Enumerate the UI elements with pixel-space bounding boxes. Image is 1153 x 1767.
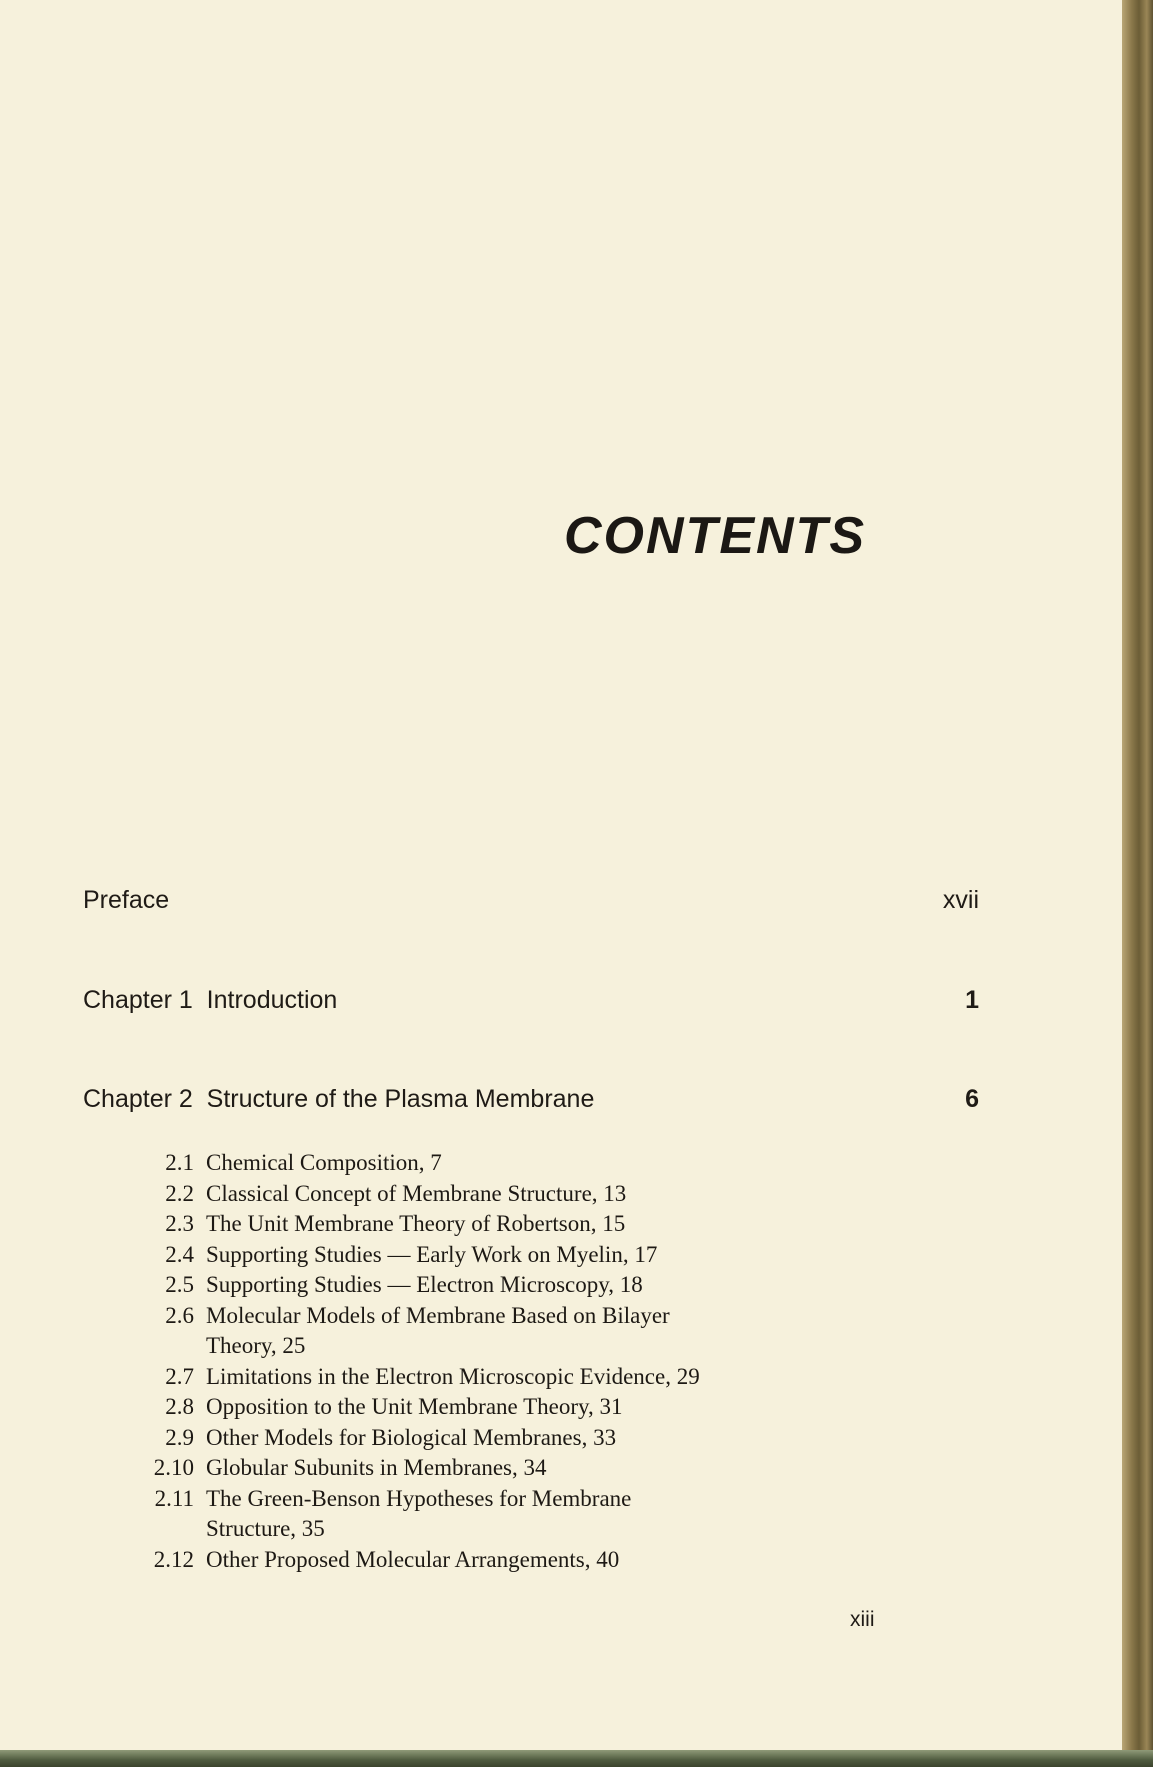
section-item [144,1392,844,1423]
section-number: 2.2 [165,1180,194,1206]
section-title: Supporting Studies — Electron Microscopy, 18 [206,1272,643,1297]
contents-title: CONTENTS [564,507,866,565]
section-item [144,1148,844,1179]
section-number: 2.6 [165,1302,194,1328]
book-edge-bottom [0,1750,1153,1767]
section-item [144,1545,844,1576]
section-title: The Unit Membrane Theory of Robertson, 15 [206,1211,626,1236]
section-title: Other Models for Biological Membranes, 33 [206,1424,617,1450]
section-title: Other Proposed Molecular Arrangements, 40 [206,1546,620,1572]
section-item [144,1301,844,1362]
section-number: 2.11 [154,1485,194,1511]
section-item [144,1270,844,1301]
section-title: Limitations in the Electron Microscopic Evidence, 29 [206,1363,700,1389]
toc-entry-label: Preface [83,886,170,914]
section-list [144,1148,844,1575]
page-folio: xiii [850,1608,875,1631]
section-number: 2.12 [153,1546,194,1572]
section-title: Globular Subunits in Membranes, 34 [206,1455,547,1480]
section-title: Opposition to the Unit Membrane Theory, 31 [206,1394,623,1419]
section-item [144,1362,844,1393]
section-number: 2.7 [165,1363,194,1389]
section-title: The Green-Benson Hypotheses for Membrane Structure, 35 [206,1485,632,1541]
section-item [144,1453,844,1484]
toc-entry-label: Chapter 2 Structure of the Plasma Membrane [83,1085,595,1113]
section-item [144,1179,844,1210]
section-number: 2.5 [165,1272,194,1297]
section-title: Molecular Models of Membrane Based on Bilayer Theory, 25 [206,1302,670,1358]
section-number: 2.1 [165,1150,194,1175]
section-item [144,1209,844,1240]
section-number: 2.9 [165,1424,194,1450]
toc-entry-page: xvii [942,886,979,914]
section-item [144,1423,844,1454]
section-title: Supporting Studies — Early Work on Myelin, 17 [206,1241,658,1267]
section-number: 2.8 [165,1394,194,1419]
section-number: 2.10 [153,1455,194,1480]
section-number: 2.4 [165,1241,194,1267]
toc-entry-label: Chapter 1 Introduction [83,986,338,1014]
section-item [144,1484,844,1545]
section-number: 2.3 [165,1211,194,1236]
toc-entry-page: 6 [965,1085,979,1113]
toc-entry-page: 1 [965,986,979,1014]
section-item [144,1240,844,1271]
book-edge-right [1122,0,1153,1767]
section-title: Chemical Composition, 7 [206,1150,442,1175]
section-title: Classical Concept of Membrane Structure, 13 [206,1180,627,1206]
